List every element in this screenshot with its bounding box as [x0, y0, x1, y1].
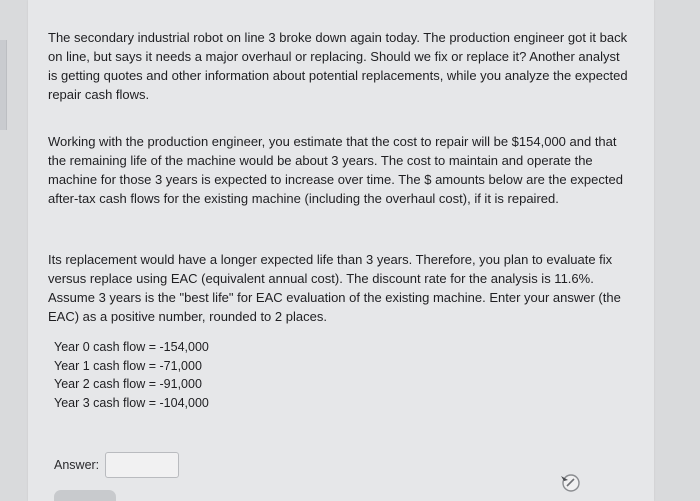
submit-button[interactable]	[54, 490, 116, 501]
question-paragraph-1: The secondary industrial robot on line 3 broke down again today. The production engineer got it back on line, but says it needs a major overhaul or replacing. Should we fix or replace it? Another analyst is getting quotes and other information about potential replacements, while you analyze the expected repair cash flows.	[48, 30, 628, 102]
answer-row	[54, 452, 179, 478]
cash-flow-year-3: Year 3 cash flow = -104,000	[54, 395, 209, 410]
cash-flow-year-0: Year 0 cash flow = -154,000	[54, 340, 209, 354]
cash-flow-list	[54, 338, 209, 412]
answer-label: Answer:	[54, 458, 100, 472]
question-paragraph-2: Working with the production engineer, you estimate that the cost to repair will be $154,000 and that the remaining life of the machine would be about 3 years. The cost to maintain and operate the machine for those 3 years is expected to increase over time. The $ amounts below are the expected after-tax cash flows for the existing machine (including the overhaul cost), if it is repaired.	[48, 134, 623, 206]
left-panel-edge	[0, 40, 7, 130]
question-card	[28, 0, 654, 501]
cash-flow-year-2: Year 2 cash flow = -91,000	[54, 377, 202, 391]
answer-input[interactable]	[105, 452, 179, 478]
pointer-cursor-icon	[558, 470, 582, 494]
cash-flow-year-1: Year 1 cash flow = -71,000	[54, 358, 202, 373]
question-paragraph-3: Its replacement would have a longer expected life than 3 years. Therefore, you plan to evaluate fix versus replace using EAC (equivalent annual cost). The discount rate for the analysis is 11.6%. Assume 3 years is the "best life" for EAC evaluation of the existing machine. Enter your answer (the EAC) as a positive number, rounded to 2 places.	[48, 252, 621, 324]
